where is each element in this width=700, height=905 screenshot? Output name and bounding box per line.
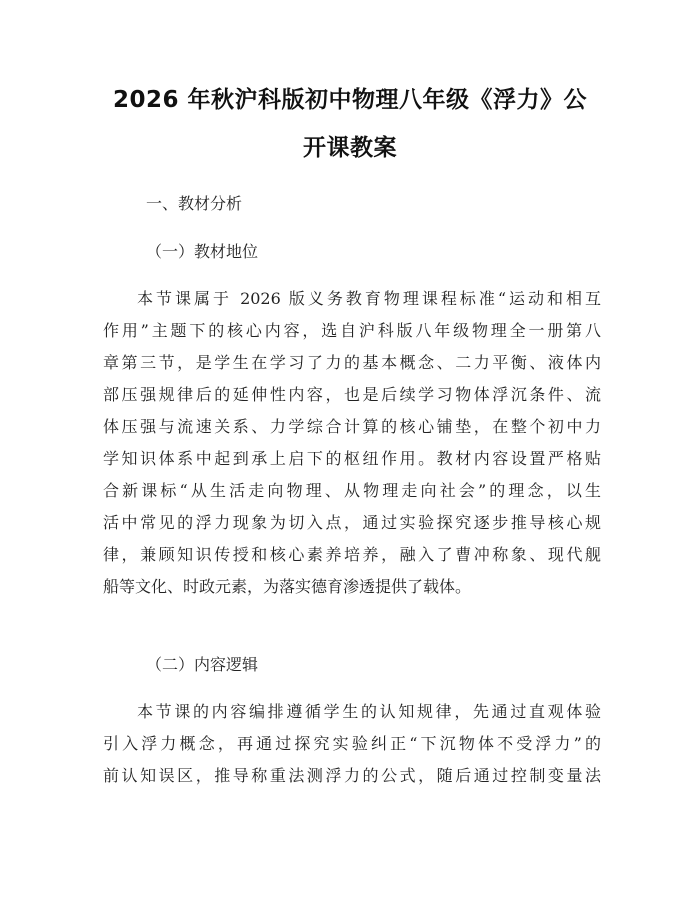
paragraph-line: 合新课标“从生活走向物理、从物理走向社会”的理念，以生 — [103, 481, 601, 500]
document-title-line-1: 2026 年秋沪科版初中物理八年级《浮力》公 — [112, 87, 588, 113]
section-heading-textbook-analysis: 一、教材分析 — [146, 194, 243, 213]
paragraph-line: 学知识体系中起到承上启下的枢纽作用。教材内容设置严格贴 — [103, 449, 601, 468]
paragraph-line: 前认知误区，推导称重法测浮力的公式，随后通过控制变量法 — [103, 766, 601, 785]
paragraph-line: 作用”主题下的核心内容，选自沪科版八年级物理全一册第八 — [103, 321, 601, 340]
paragraph-line: 章第三节，是学生在学习了力的基本概念、二力平衡、液体内 — [103, 353, 601, 372]
paragraph-textbook-status — [103, 283, 601, 603]
subsection-heading-content-logic: （二）内容逻辑 — [146, 655, 259, 674]
paragraph-line: 船等文化、时政元素，为落实德育渗透提供了载体。 — [103, 577, 472, 596]
paragraph-line: 体压强与流速关系、力学综合计算的核心铺垫，在整个初中力 — [103, 417, 601, 436]
document-title-line-2: 开课教案 — [303, 135, 397, 161]
paragraph-line: 活中常见的浮力现象为切入点，通过实验探究逐步推导核心规 — [103, 513, 601, 532]
paragraph-line: 部压强规律后的延伸性内容，也是后续学习物体浮沉条件、流 — [103, 385, 601, 404]
paragraph-line: 本节课属于 2026 版义务教育物理课程标准“运动和相互 — [137, 289, 601, 308]
paragraph-content-logic — [103, 696, 601, 792]
paragraph-line: 本节课的内容编排遵循学生的认知规律，先通过直观体验 — [137, 702, 601, 721]
paragraph-line: 律，兼顾知识传授和核心素养培养，融入了曹冲称象、现代舰 — [103, 545, 601, 564]
subsection-heading-textbook-status: （一）教材地位 — [146, 242, 259, 261]
paragraph-line: 引入浮力概念，再通过探究实验纠正“下沉物体不受浮力”的 — [103, 734, 601, 753]
